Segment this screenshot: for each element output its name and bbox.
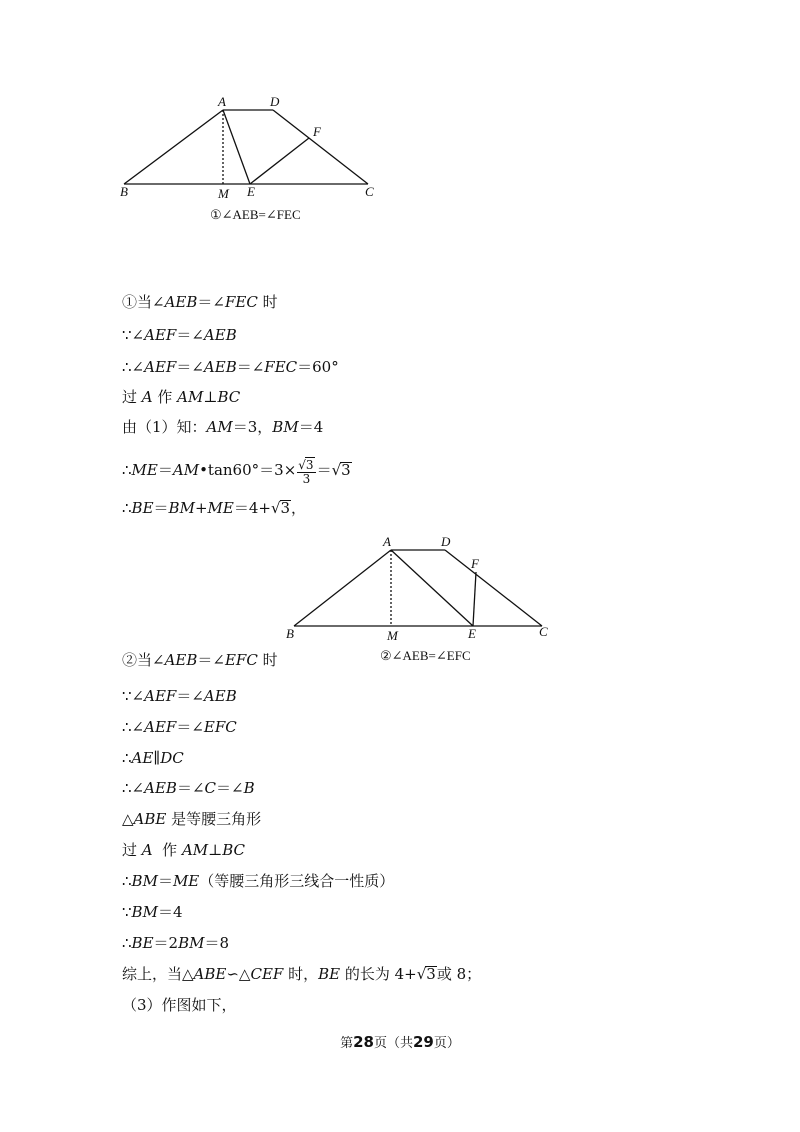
- figure-2-caption: ②∠AEB=∠EFC: [380, 648, 471, 663]
- label-b: B: [286, 626, 294, 641]
- segment-ae: [391, 550, 473, 626]
- label-f: F: [313, 124, 321, 139]
- figure-1-svg: [110, 92, 400, 232]
- line-13: △ABE 是等腰三角形: [122, 810, 262, 828]
- line-8: ②当∠AEB＝∠EFC 时: [122, 651, 278, 669]
- label-m: M: [218, 186, 229, 201]
- line-9: ∵∠AEF＝∠AEB: [122, 687, 237, 705]
- label-f: F: [471, 556, 479, 571]
- label-m: M: [387, 628, 398, 643]
- line-4: 过 A 作 AM⊥BC: [122, 388, 241, 406]
- line-5: 由（1）知：AM＝3，BM＝4: [122, 418, 324, 436]
- line-3: ∴∠AEF＝∠AEB＝∠FEC＝60°: [122, 358, 339, 376]
- label-e: E: [247, 184, 255, 199]
- line-10: ∴∠AEF＝∠EFC: [122, 718, 237, 736]
- line-7: ∴BE＝BM+ME＝4+√3，: [122, 499, 307, 517]
- label-a: A: [218, 94, 226, 109]
- footer-prefix: 第: [340, 1036, 354, 1051]
- line-15: ∴BM＝ME（等腰三角形三线合一性质）: [122, 872, 395, 890]
- segment-dc: [273, 110, 368, 184]
- footer-page-number: 28: [353, 1033, 374, 1051]
- figure-2: [280, 532, 570, 676]
- footer-mid: 页（共: [373, 1036, 413, 1051]
- line-17: ∴BE＝2BM＝8: [122, 934, 230, 952]
- label-b: B: [120, 184, 128, 199]
- line-19: （3）作图如下，: [122, 996, 237, 1014]
- footer-suffix: 页）: [433, 1036, 460, 1051]
- segment-ab: [294, 550, 391, 626]
- label-d: D: [270, 94, 280, 109]
- segment-ae: [223, 110, 250, 184]
- line-2: ∵∠AEF＝∠AEB: [122, 326, 237, 344]
- line-18: 综上，当△ABE∽△CEF 时，BE 的长为 4+√3或 8；: [122, 965, 482, 983]
- label-a: A: [383, 534, 391, 549]
- line-16: ∵BM＝4: [122, 903, 183, 921]
- line-11: ∴AE∥DC: [122, 749, 184, 767]
- segment-dc: [445, 550, 542, 626]
- segment-ef: [473, 572, 476, 626]
- figure-1-caption: ①∠AEB=∠FEC: [210, 207, 301, 222]
- line-14: 过 A 作 AM⊥BC: [122, 841, 246, 859]
- label-d: D: [441, 534, 451, 549]
- line-12: ∴∠AEB＝∠C＝∠B: [122, 779, 255, 797]
- page-footer: [0, 1032, 800, 1051]
- figure-2-svg: [280, 532, 570, 672]
- label-c: C: [365, 184, 374, 199]
- label-e: E: [468, 626, 476, 641]
- figure-1: [110, 92, 400, 236]
- segment-ab: [124, 110, 223, 184]
- footer-total-pages: 29: [413, 1033, 434, 1051]
- segment-ef: [250, 138, 309, 184]
- line-6: ∴ME＝AM•tan60°＝3× $\frac{√3}{3}$ ＝√3: [122, 458, 351, 486]
- line-1: ①当∠AEB＝∠FEC 时: [122, 293, 278, 311]
- label-c: C: [539, 624, 548, 639]
